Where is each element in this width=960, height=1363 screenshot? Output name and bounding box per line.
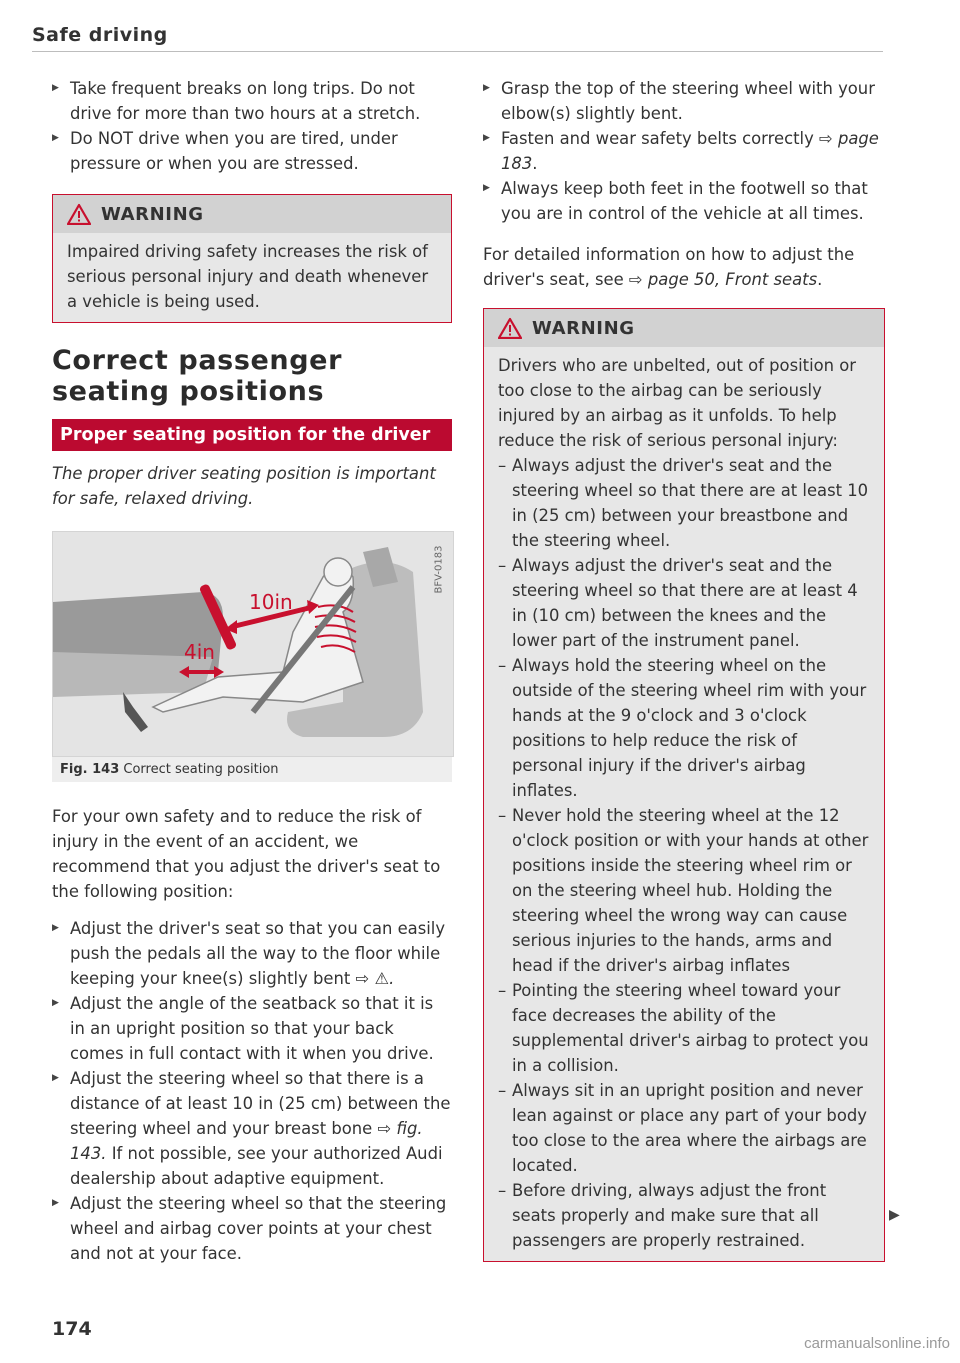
- warning-triangle-icon: [67, 203, 91, 225]
- list-item: – Before driving, always adjust the front seats properly and make sure that all passengers are properly restrained.: [498, 1178, 870, 1253]
- section-title: Correct passenger seating positions: [52, 345, 342, 407]
- subsection-intro: The proper driver seating position is important for safe, relaxed driving.: [52, 464, 436, 508]
- warning-body: [484, 347, 884, 1261]
- list-item: – Pointing the steering wheel toward your face decreases the ability of the supplemental driver's airbag to protect you in a collision.: [498, 978, 870, 1078]
- warning-box: [52, 194, 452, 323]
- right-column: [483, 76, 885, 1262]
- right-bullets: [483, 76, 885, 226]
- list-item: ▶ Adjust the driver's seat so that you can easily push the pedals all the way to the floor while keeping your knee(s) slightly bent ⇨ ⚠.: [52, 916, 452, 991]
- header-rule: [32, 51, 883, 52]
- figure-code: BFV-0183: [433, 545, 445, 594]
- watermark: carmanualsonline.info: [804, 1335, 950, 1352]
- adjust-bullets: [52, 916, 452, 1266]
- warning-label: WARNING: [532, 317, 635, 339]
- cross-ref-link[interactable]: ⇨ ⚠.: [355, 969, 395, 988]
- warning-box: [483, 308, 885, 1262]
- list-item: – Always sit in an upright position and never lean against or place any part of your body too close to the area where the airbags are located.: [498, 1078, 870, 1178]
- figure-block: [52, 531, 452, 782]
- subsection-title: Proper seating position for the driver: [52, 419, 452, 451]
- warning-label: WARNING: [101, 203, 204, 225]
- list-item: ▶ Always keep both feet in the footwell so that you are in control of the vehicle at all times.: [483, 176, 885, 226]
- list-item: ▶ Grasp the top of the steering wheel with your elbow(s) slightly bent.: [483, 76, 885, 126]
- warning-header: [484, 309, 884, 347]
- list-item: – Never hold the steering wheel at the 12 o'clock position or with your hands at other positions inside the steering wheel rim or on the steering wheel hub. Holding the steering wheel the wrong way can cause serious injuries to the hands, arms and head if the driver's airbag inflates: [498, 803, 870, 978]
- warning-header: [53, 195, 451, 233]
- warning-intro: Drivers who are unbelted, out of position or too close to the airbag can be seriously injured by an airbag as it unfolds. To help reduce the risk of serious personal injury:: [498, 356, 857, 450]
- measure-label-10in: 10in: [249, 590, 293, 614]
- warning-text: Impaired driving safety increases the risk of serious personal injury and death whenever a vehicle is being used.: [67, 242, 429, 311]
- warning-list: [498, 453, 870, 1253]
- page-number: 174: [52, 1318, 92, 1340]
- cross-ref-link[interactable]: ⇨ fig. 143.: [70, 1119, 423, 1163]
- warning-triangle-icon: [498, 317, 522, 339]
- figure-image: [52, 531, 454, 757]
- figure-number: Fig. 143: [60, 762, 120, 777]
- body-paragraph: For your own safety and to reduce the risk of injury in the event of an accident, we recommend that you adjust the driver's seat to the following position:: [52, 807, 441, 901]
- continue-arrow-icon: ▶: [889, 1207, 900, 1223]
- list-item: ▶ Adjust the angle of the seatback so that it is in an upright position so that your back comes in full contact with it when you drive.: [52, 991, 452, 1066]
- body-paragraph: For detailed information on how to adjust the driver's seat, see ⇨ page 50, Front seats.: [483, 245, 855, 289]
- list-item: ▶ Take frequent breaks on long trips. Do not drive for more than two hours at a stretch.: [52, 76, 452, 126]
- cross-ref-link[interactable]: ⇨ page 183: [501, 129, 879, 173]
- list-item: ▶ Do NOT drive when you are tired, under pressure or when you are stressed.: [52, 126, 452, 176]
- page-header-title: Safe driving: [32, 24, 168, 46]
- figure-caption-text: Correct seating position: [123, 762, 279, 777]
- measure-label-4in: 4in: [184, 640, 215, 664]
- cross-ref-link[interactable]: ⇨ page 50, Front seats: [628, 270, 818, 289]
- figure-caption: [52, 757, 452, 782]
- list-item: ▶ Adjust the steering wheel so that there is a distance of at least 10 in (25 cm) between the steering wheel and your breast bone ⇨ fig. 143. If not possible, see your authorized Audi dealership about adaptive equipment.: [52, 1066, 452, 1191]
- intro-bullets: [52, 76, 452, 176]
- list-item: ▶ Adjust the steering wheel so that the steering wheel and airbag cover points at your chest and not at your face.: [52, 1191, 452, 1266]
- seating-illustration: [53, 532, 453, 756]
- left-column: [52, 76, 452, 1266]
- list-item: – Always hold the steering wheel on the outside of the steering wheel rim with your hands at the 9 o'clock and 3 o'clock positions to help reduce the risk of personal injury if the driver's airbag inflates.: [498, 653, 870, 803]
- list-item: – Always adjust the driver's seat and the steering wheel so that there are at least 4 in (10 cm) between the knees and the lower part of the instrument panel.: [498, 553, 870, 653]
- list-item: ▶ Fasten and wear safety belts correctly ⇨ page 183.: [483, 126, 885, 176]
- list-item: – Always adjust the driver's seat and the steering wheel so that there are at least 10 in (25 cm) between your breastbone and the steering wheel.: [498, 453, 870, 553]
